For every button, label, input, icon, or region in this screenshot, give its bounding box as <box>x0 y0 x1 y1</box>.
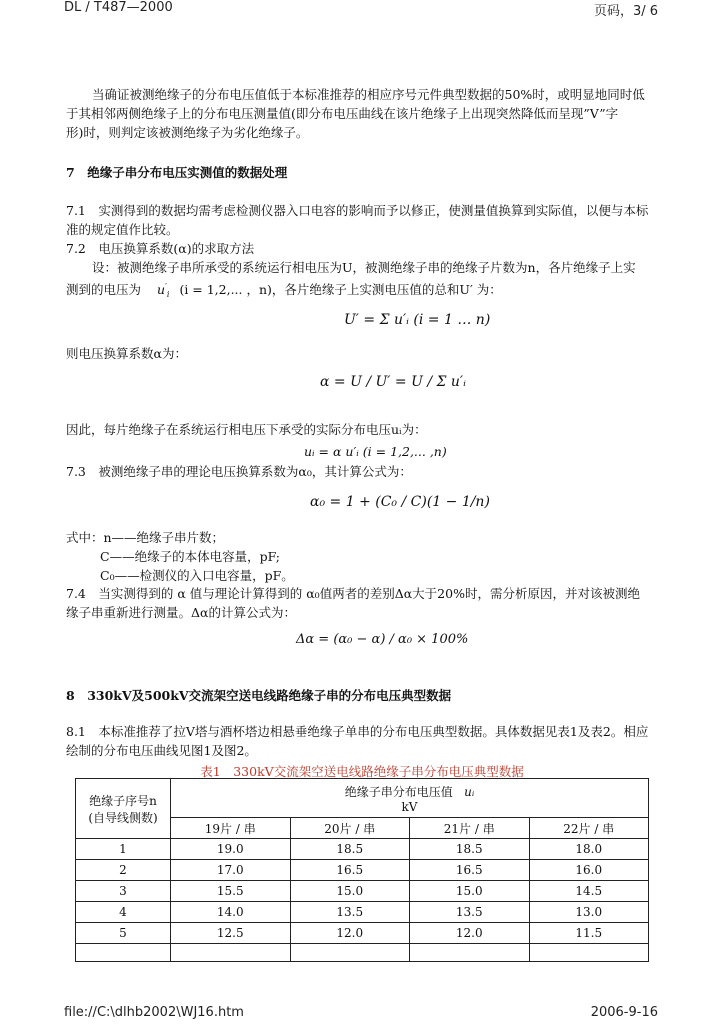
s72-line-2a: 测到的电压为 <box>66 282 142 297</box>
table-row <box>76 860 649 881</box>
cell: 18.5 <box>410 839 530 860</box>
section-8-heading: 8 330kV及500kV交流架空送电线路绝缘子串的分布电压典型数据 <box>66 688 452 703</box>
u-prime-i-symbol: $u'_i$ <box>157 282 170 299</box>
cell: 15.5 <box>171 881 291 902</box>
row-header-line-1: 绝缘子序号n <box>89 793 157 808</box>
cell: 18.0 <box>529 839 649 860</box>
cell: 13.5 <box>410 902 530 923</box>
where-n: 式中：n——绝缘子串片数； <box>66 530 225 545</box>
col-header-21: 21片 / 串 <box>410 818 530 839</box>
s72-line-2 <box>66 277 658 304</box>
cell: 5 <box>76 923 171 944</box>
cell: 14.0 <box>171 902 291 923</box>
intro-line-3: 形)时，则判定该被测绝缘子为劣化绝缘子。 <box>66 125 309 140</box>
cell <box>76 944 171 962</box>
cell <box>290 944 410 962</box>
cell <box>529 944 649 962</box>
unit-label: kV <box>401 799 418 814</box>
s72-line-2b: (i = 1,2,... ，n)，各片绝缘子上实测电压值的总和U′ 为： <box>179 282 502 297</box>
cell <box>410 944 530 962</box>
cell: 16.0 <box>529 860 649 881</box>
cell: 13.0 <box>529 902 649 923</box>
cell <box>171 944 291 962</box>
group-header: 绝缘子串分布电压值 <box>344 784 453 799</box>
where-c: C——绝缘子的本体电容量，pF; <box>100 549 281 564</box>
cell: 12.0 <box>410 923 530 944</box>
equation-delta-alpha: Δα = (α₀ − α) / α₀ × 100% <box>296 632 469 647</box>
where-c0: C₀——检测仪的入口电容量，pF。 <box>100 568 294 583</box>
file-path: file://C:\dlhb2002\WJ16.htm <box>64 1005 244 1020</box>
where-block <box>66 528 658 585</box>
cell: 18.5 <box>290 839 410 860</box>
intro-line-1: 当确证被测绝缘子的分布电压值低于本标准推荐的相应序号元件典型数据的50%时，或明显地同时低 <box>92 87 645 102</box>
equation-alpha0: α₀ = 1 + (C₀ / C)(1 − 1/n) <box>310 494 490 510</box>
print-date: 2006-9-16 <box>590 1005 658 1020</box>
standard-code: DL / T487—2000 <box>64 0 173 15</box>
table-row <box>76 839 649 860</box>
cell: 15.0 <box>410 881 530 902</box>
page-number: 页码，3/ 6 <box>593 4 658 19</box>
col-header-19: 19片 / 串 <box>171 818 291 839</box>
table-1 <box>75 778 649 962</box>
cell: 12.5 <box>171 923 291 944</box>
s71-line-2: 准的规定值作比较。 <box>66 222 179 237</box>
cell: 4 <box>76 902 171 923</box>
group-header-cell <box>171 779 649 818</box>
col-header-22: 22片 / 串 <box>529 818 649 839</box>
s72-line-1: 设：被测绝缘子串所承受的系统运行相电压为U，被测绝缘子串的绝缘子片数为n，各片绝缘子上实 <box>92 260 636 275</box>
cell: 2 <box>76 860 171 881</box>
section-7-4 <box>66 584 658 622</box>
section-7-heading: 7 绝缘子串分布电压实测值的数据处理 <box>66 165 288 180</box>
cell: 1 <box>76 839 171 860</box>
hence-text: 因此，每片绝缘子在系统运行相电压下承受的实际分布电压uᵢ为： <box>66 422 427 437</box>
cell: 12.0 <box>290 923 410 944</box>
section-7-1 <box>66 201 658 239</box>
section-7-2-title: 7.2 电压换算系数(α)的求取方法 <box>66 241 255 256</box>
cell: 16.5 <box>410 860 530 881</box>
cell: 16.5 <box>290 860 410 881</box>
cell: 3 <box>76 881 171 902</box>
row-header-cell <box>76 779 171 839</box>
s81-line-1: 8.1 本标准推荐了拉V塔与酒杯塔边相悬垂绝缘子单串的分布电压典型数据。具体数据见表1及表2。相应 <box>66 724 649 739</box>
then-text: 则电压换算系数α为： <box>66 346 187 361</box>
table-1-caption: 表1 330kV交流架空送电线路绝缘子串分布电压典型数据 <box>200 764 524 779</box>
section-7-3: 7.3 被测绝缘子串的理论电压换算系数为α₀，其计算公式为： <box>66 464 412 479</box>
cell: 17.0 <box>171 860 291 881</box>
cell: 19.0 <box>171 839 291 860</box>
intro-line-2: 于其相邻两侧绝缘子上的分布电压测量值(即分布电压曲线在该片绝缘子上出现突然降低而呈现”V”字 <box>66 106 619 121</box>
table-row <box>76 881 649 902</box>
table-row <box>76 902 649 923</box>
cell: 14.5 <box>529 881 649 902</box>
intro-paragraph <box>66 85 658 142</box>
group-symbol: uᵢ <box>464 784 475 799</box>
s81-line-2: 绘制的分布电压曲线见图1及图2。 <box>66 743 257 758</box>
cell: 11.5 <box>529 923 649 944</box>
row-header-line-2: (自导线侧数) <box>88 810 158 825</box>
table-row <box>76 923 649 944</box>
section-8-1 <box>66 722 658 760</box>
s74-line-1: 7.4 当实测得到的 α 值与理论计算得到的 α₀值两者的差别Δα大于20%时，需分析原因，并对该被测绝 <box>66 586 640 601</box>
s74-line-2: 缘子串重新进行测量。Δα的计算公式为： <box>66 605 296 620</box>
cell: 15.0 <box>290 881 410 902</box>
equation-u-prime-sum: U′ = Σ u′ᵢ (i = 1 … n) <box>344 312 491 328</box>
section-7-2-body <box>66 258 658 304</box>
equation-alpha: α = U / U′ = U / Σ u′ᵢ <box>320 374 466 390</box>
equation-ui: uᵢ = α u′ᵢ (i = 1,2,... ,n) <box>304 444 447 459</box>
cell: 13.5 <box>290 902 410 923</box>
col-header-20: 20片 / 串 <box>290 818 410 839</box>
s71-line-1: 7.1 实测得到的数据均需考虑检测仪器入口电容的影响而予以修正，使测量值换算到实际值，以便与本标 <box>66 203 649 218</box>
table-row-partial <box>76 944 649 962</box>
